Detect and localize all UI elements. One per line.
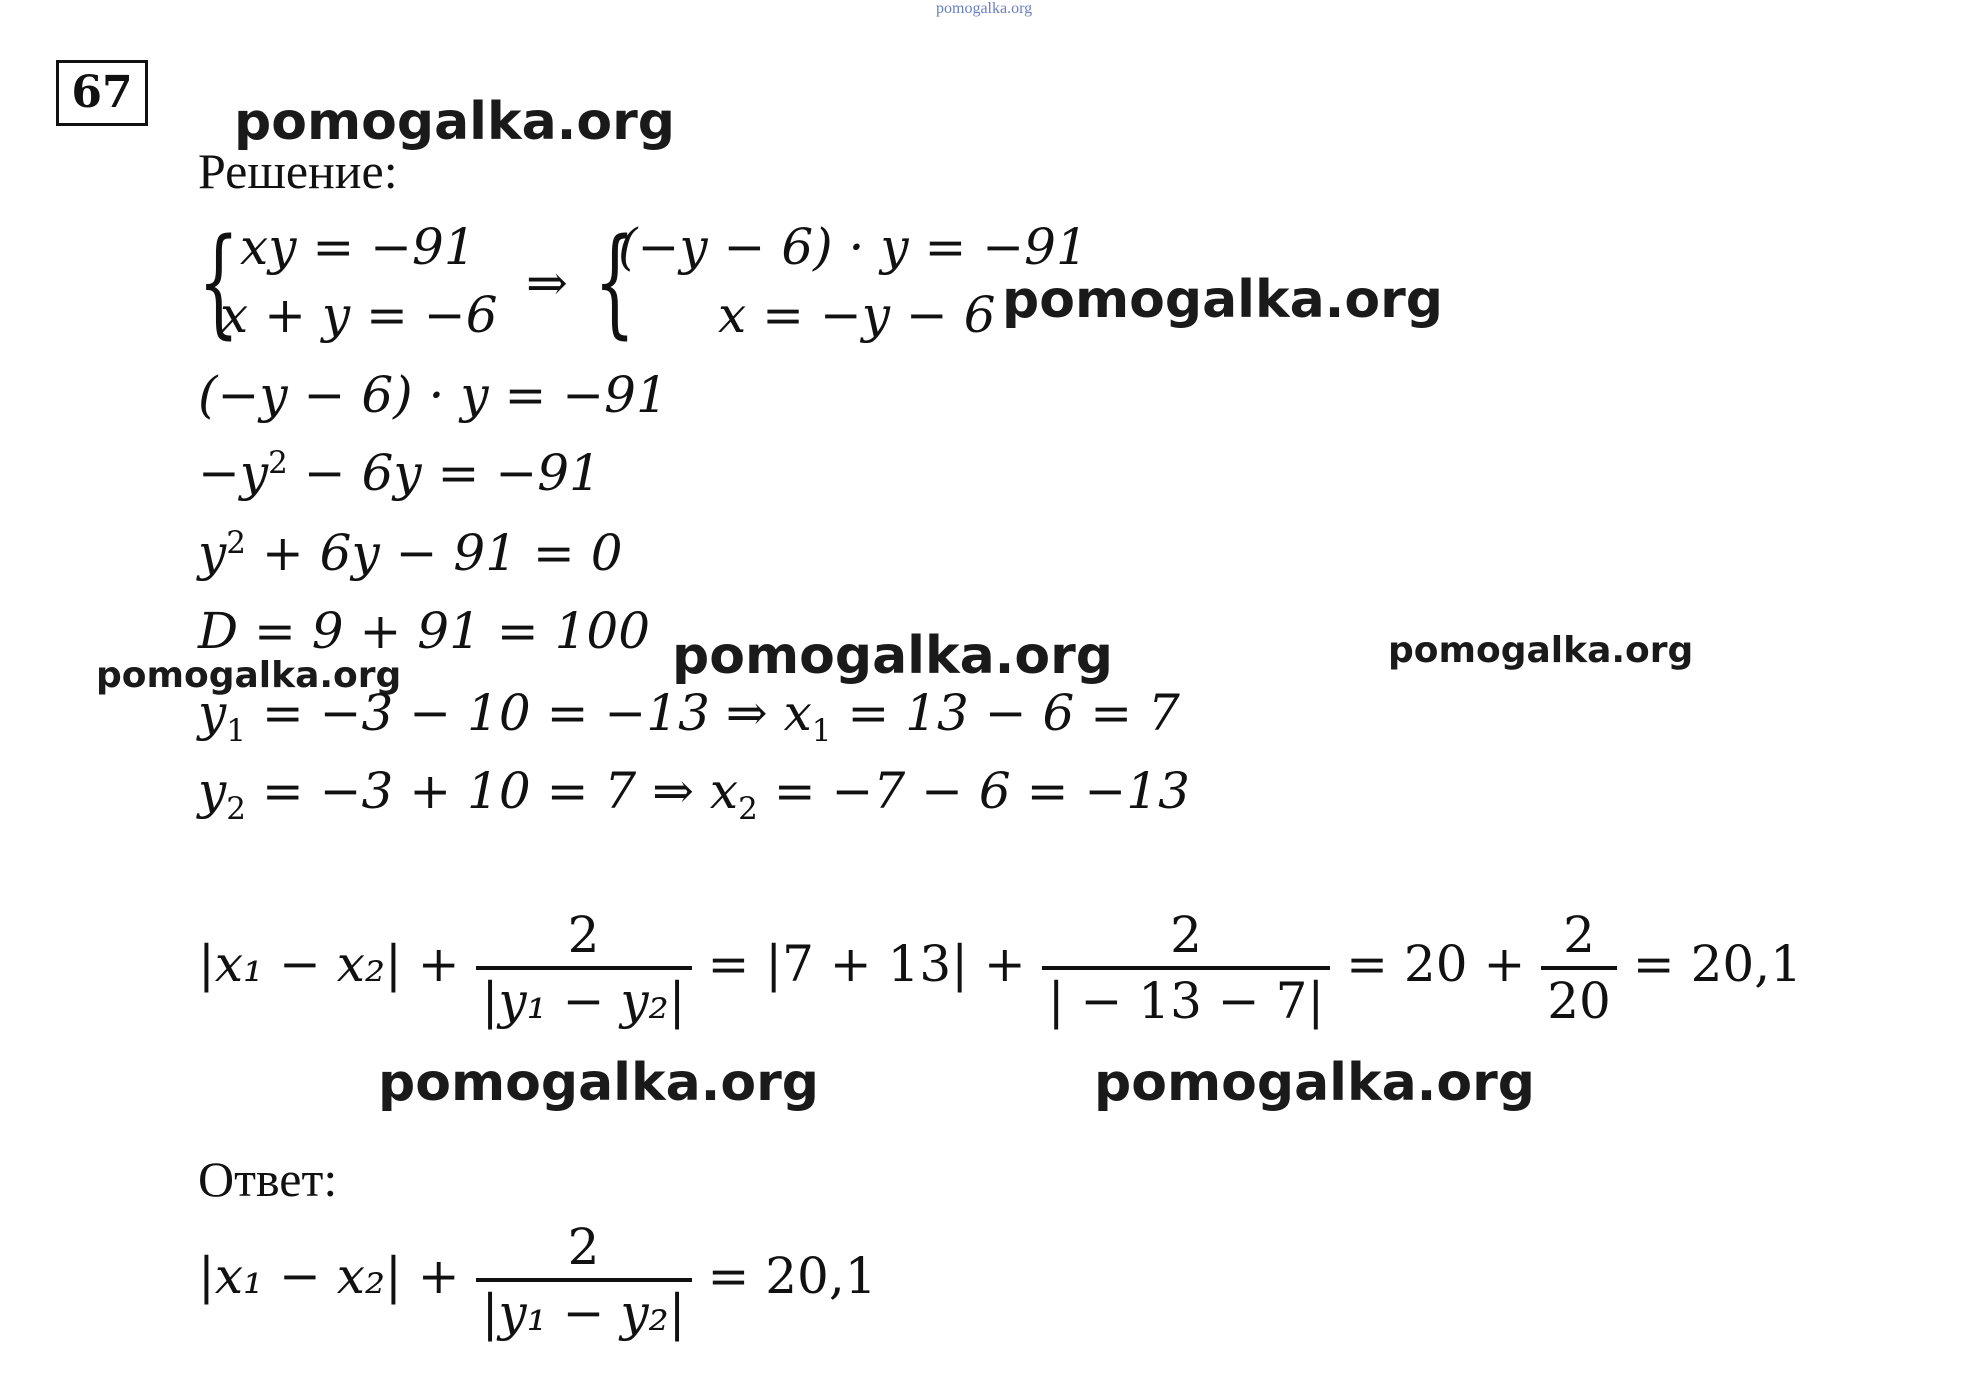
problem-number-box: [56, 60, 148, 126]
watermark-5: pomogalka.org: [1388, 630, 1694, 671]
watermark-4: pomogalka.org: [96, 655, 402, 696]
final-expression: |x₁ − x₂| + $\frac{2}{\text{|y₁ − y₂|}}$ = |7 + 13| + $\frac{2}{| - 13 - 7|}$ = 20 + $\frac{2}{20}$ = 20,1: [198, 906, 1802, 1030]
system-right-eq2: x = −y − 6: [718, 286, 996, 344]
step-1: (−y − 6) · y = −91: [198, 366, 668, 424]
watermark-3: pomogalka.org: [672, 626, 1114, 686]
system-left-eq2: x + y = −6: [220, 286, 498, 344]
fraction-3: $\frac{2}{20}$: [1541, 910, 1617, 1026]
right-brace: {: [594, 212, 636, 350]
implies-arrow: ⇒: [526, 254, 568, 312]
watermark-2: pomogalka.org: [1002, 270, 1444, 330]
step-4-discriminant: D = 9 + 91 = 100: [198, 602, 651, 660]
solution-label: Решение:: [198, 143, 398, 199]
answer-expression: |x₁ − x₂| + $\frac{2}{\text{|y₁ − y₂|}}$ = 20,1: [198, 1218, 877, 1342]
watermark-7: pomogalka.org: [1094, 1053, 1536, 1113]
step-6-root-2: $y_2 = -3 + 10 = 7$ ⇒ $x_2 = -7 - 6 = -13$: [198, 762, 1190, 827]
header-site-label: pomogalka.org: [936, 0, 1033, 17]
step-2: $-y^2 - 6y = -91$: [198, 444, 601, 503]
watermark-6: pomogalka.org: [378, 1053, 820, 1113]
system-left-eq1: xy = −91: [240, 218, 476, 276]
system-right-eq1: (−y − 6) · y = −91: [618, 218, 1088, 276]
answer-fraction: $\frac{2}{\text{|y₁ − y₂|}}$: [476, 1222, 692, 1338]
problem-number: 67: [71, 67, 133, 118]
answer-label: Ответ:: [198, 1151, 338, 1207]
left-brace: {: [198, 212, 240, 350]
fraction-2: $\frac{2}{| - 13 - 7|}$: [1042, 910, 1331, 1026]
fraction-1: $\frac{2}{\text{|y₁ − y₂|}}$: [476, 910, 692, 1026]
step-3: $y^2 + 6y - 91 = 0$: [198, 524, 623, 583]
step-5-root-1: $y_1 = -3 - 10 = -13$ ⇒ $x_1 = 13 - 6 = 7$: [198, 684, 1180, 749]
watermark-1: pomogalka.org: [234, 92, 676, 152]
